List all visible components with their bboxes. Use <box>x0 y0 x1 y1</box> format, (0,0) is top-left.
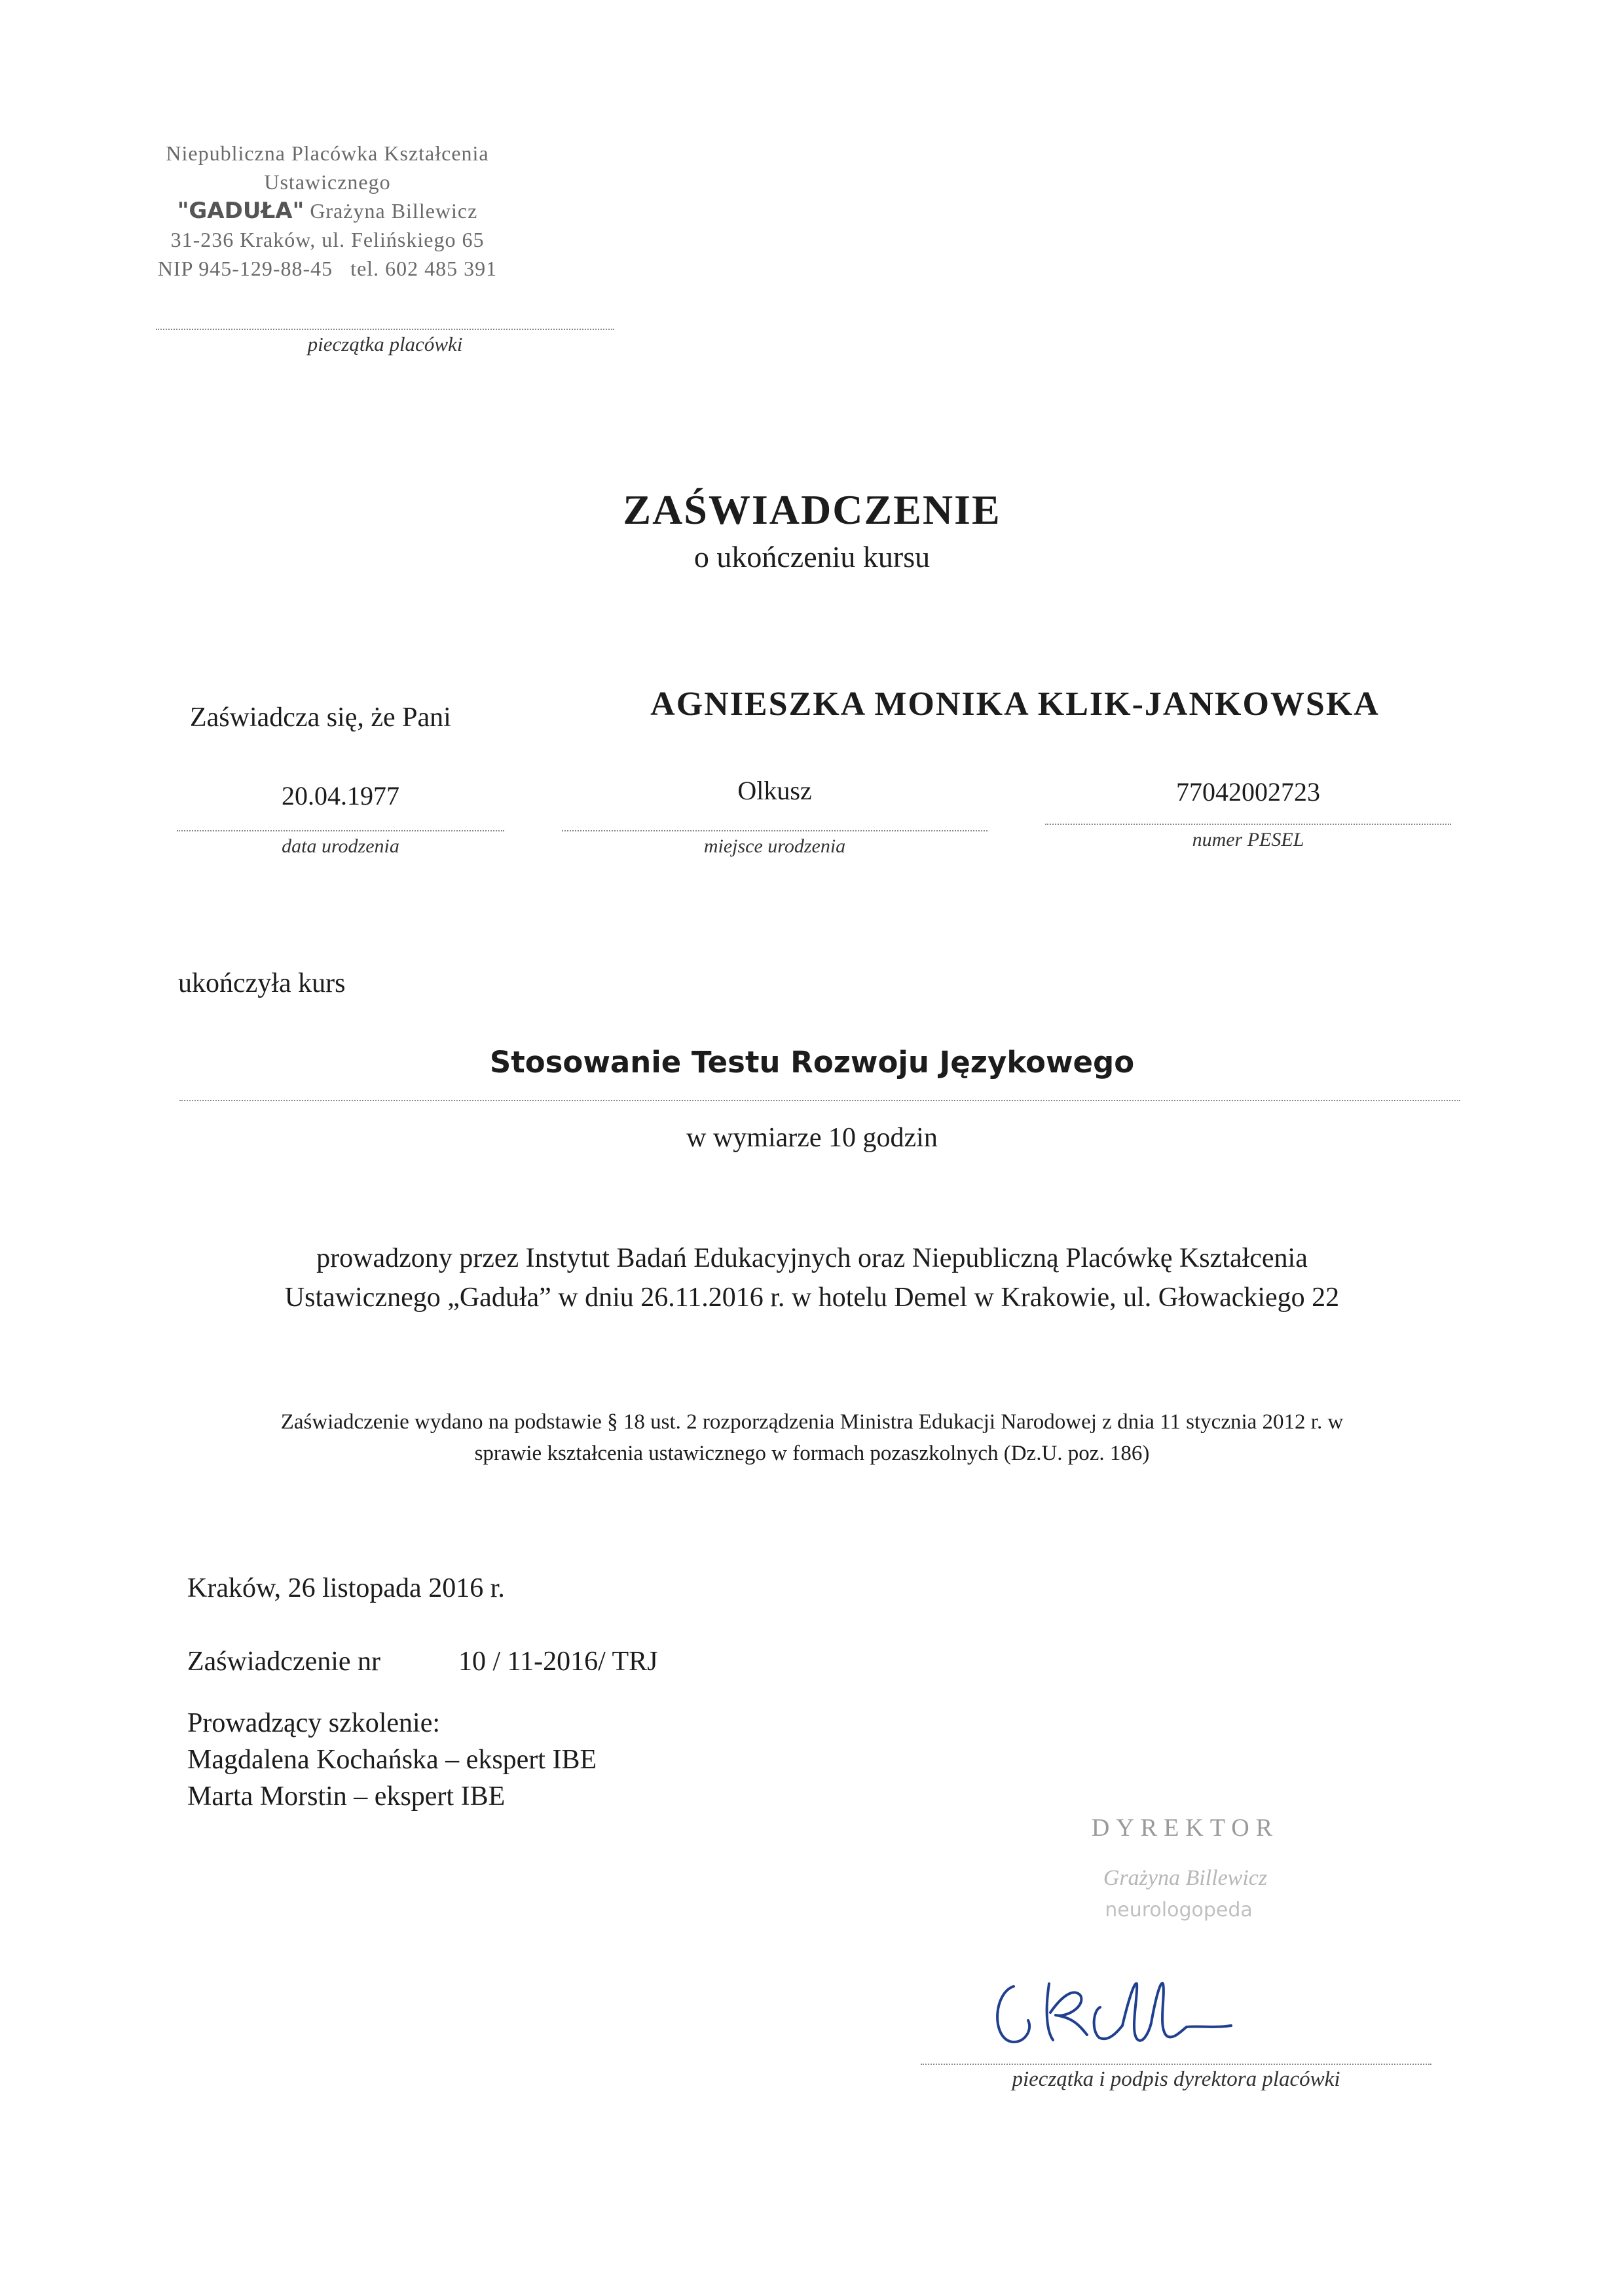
stamp-line-3 <box>131 196 524 225</box>
pesel-caption: numer PESEL <box>1192 829 1304 850</box>
birth-place-value: Olkusz <box>737 776 812 805</box>
signature-dotted-line <box>921 2064 1431 2065</box>
conducted-line-1: prowadzony przez Instytut Badań Edukacyjnych oraz Niepubliczną Placówkę Kształcenia <box>316 1243 1308 1273</box>
document-subtitle: o ukończeniu kursu <box>693 540 931 574</box>
director-stamp-title: DYREKTOR <box>1091 1814 1280 1842</box>
course-dotted-line <box>179 1100 1460 1101</box>
stamp-line-1: Niepubliczna Placówka Kształcenia <box>166 141 489 165</box>
certificate-number-value: 10 / 11-2016/ TRJ <box>458 1647 658 1677</box>
signature-caption: pieczątka i podpis dyrektora placówki <box>1012 2068 1340 2091</box>
city-date: Kraków, 26 listopada 2016 r. <box>187 1573 505 1603</box>
birth-date-caption: data urodzenia <box>282 835 399 857</box>
trainers-heading: Prowadzący szkolenie: <box>187 1708 441 1738</box>
legal-basis-paragraph <box>183 1406 1441 1469</box>
stamp-line-5 <box>131 254 524 283</box>
trainer-item: Marta Morstin – ekspert IBE <box>187 1781 506 1812</box>
birth-date-value: 20.04.1977 <box>282 781 399 811</box>
stamp-logo: "GADUŁA" <box>177 198 304 224</box>
certificate-number-label: Zaświadczenie nr <box>187 1647 381 1677</box>
trainers-block <box>187 1705 597 1815</box>
person-full-name: AGNIESZKA MONIKA KLIK-JANKOWSKA <box>650 685 1380 723</box>
legal-basis-line-1: Zaświadczenie wydano na podstawie § 18 ust. 2 rozporządzenia Ministra Edukacji Narodowej z dnia 11 stycznia 2012 r. w <box>280 1410 1344 1434</box>
certify-text: Zaświadcza się, że Pani <box>190 702 451 733</box>
conducted-paragraph <box>196 1239 1428 1317</box>
director-stamp-name: Grażyna Billewicz <box>1103 1866 1268 1890</box>
birth-date-line <box>177 830 504 831</box>
birth-place-caption: miejsce urodzenia <box>703 835 846 857</box>
completed-text: ukończyła kurs <box>178 968 346 998</box>
trainer-item: Magdalena Kochańska – ekspert IBE <box>187 1745 597 1775</box>
director-stamp-role: neurologopeda <box>1105 1899 1253 1922</box>
stamp-phone: tel. 602 485 391 <box>350 257 498 280</box>
stamp-owner: Grażyna Billewicz <box>310 199 478 223</box>
course-hours: w wymiarze 10 godzin <box>686 1123 938 1153</box>
pesel-line <box>1045 824 1451 825</box>
stamp-caption: pieczątka placówki <box>307 333 463 355</box>
stamp-address: 31-236 Kraków, ul. Felińskiego 65 <box>170 228 485 251</box>
birth-place-line <box>562 830 987 831</box>
legal-basis-line-2: sprawie kształcenia ustawicznego w formach pozaszkolnych (Dz.U. poz. 186) <box>474 1442 1150 1465</box>
stamp-dotted-line <box>156 329 614 330</box>
institution-stamp <box>131 139 524 283</box>
document-title: ZAŚWIADCZENIE <box>623 486 1001 533</box>
pesel-value: 77042002723 <box>1176 777 1320 807</box>
course-name: Stosowanie Testu Rozwoju Językowego <box>489 1045 1135 1080</box>
stamp-nip: NIP 945-129-88-45 <box>157 257 333 280</box>
director-signature <box>982 1958 1270 2056</box>
conducted-line-2: Ustawicznego „Gaduła” w dniu 26.11.2016 r. w hotelu Demel w Krakowie, ul. Głowackiego 22 <box>284 1283 1340 1313</box>
stamp-line-2: Ustawicznego <box>264 170 391 194</box>
